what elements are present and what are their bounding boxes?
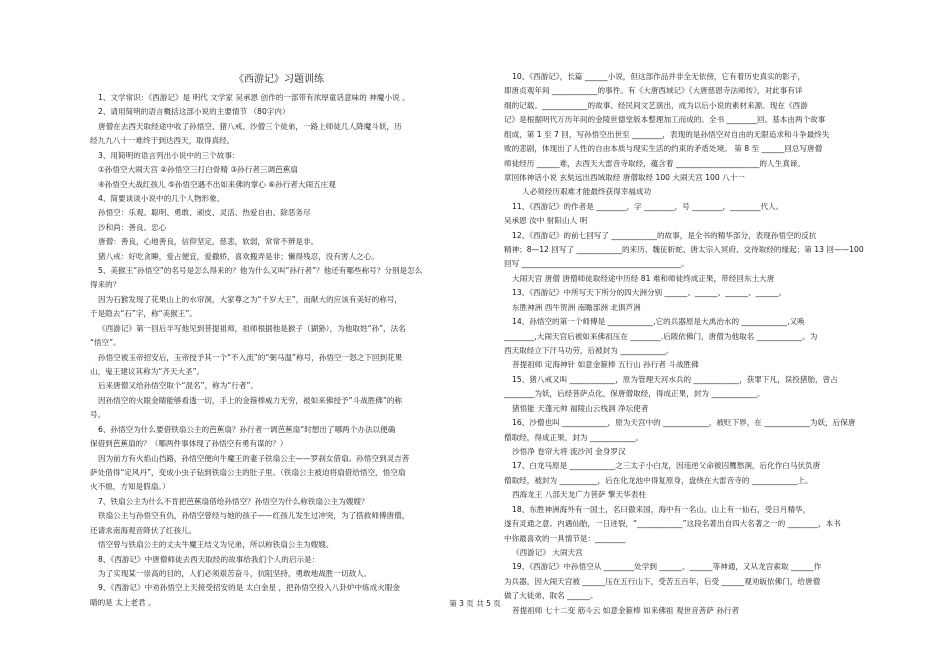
right-text-line: 回写 __________________________________________。: [504, 259, 689, 269]
left-text-line: 唐僧在去西天取经途中收了孙悟空、猪八戒、沙僧三个徒弟，一路上师徒几人降魔斗妖，历: [98, 121, 402, 131]
right-text-line: 人必须经历艰难才能最终获得幸福成功: [522, 187, 652, 197]
right-text-line: 18、东胜神洲海外有一国土，名曰傲来国，海中有一名山，山上有一仙石，受日月精华，: [512, 504, 811, 514]
left-text-line: 3、用简明的语言列出小说中的三个故事：: [98, 150, 240, 160]
left-text-line: 保借到芭蕉扇的？（哪两件事体现了孙悟空有勇有谋的？）: [90, 439, 288, 449]
left-text-line: 孙悟空：乐观、聪明、勇敢、顽皮、灵活、热爱自由、除恶务尽: [98, 208, 311, 218]
left-text-line: 后来唐僧又给孙悟空取个“混名”，称为“行者”。: [98, 381, 259, 391]
right-text-line: 西天取经立下汗马功劳，后被封为 ____________。: [504, 346, 674, 356]
page-title: 《西游记》习题训练: [234, 74, 324, 85]
right-text-line: 沙悟净 卷帘大将 流沙河 金身罗汉: [512, 446, 626, 456]
left-text-line: ④孙悟空大战红孩儿 ⑤孙悟空遇不出如来佛的掌心 ⑥孙行者大闹五庄观: [98, 179, 336, 189]
left-text-line: 6、孙悟空为什么要借铁扇公主的芭蕉扇？孙行者一调芭蕉扇“时想出了哪两个办法以便确: [98, 424, 396, 434]
left-text-line: 因为前方有火焰山挡路，孙悟空便向牛魔王的妻子铁扇公主——罗刹女借扇。孙悟空到灵吉菩: [98, 453, 410, 463]
left-text-line: 孙悟空被玉帝招安后，玉帝授予其一个“不入流”的“弼马温”称号，孙悟空一怒之下回到花果: [98, 352, 403, 362]
right-text-line: 《西游记》 大闹天宫: [512, 547, 583, 557]
left-text-line: 猪八戒：好吃贪睡，爱占便宜，爱撒娇，喜欢搬弄是非；懒得残忍，没有害人之心。: [98, 251, 379, 261]
left-text-line: 7、铁扇公主为什么不肯把芭蕉扇借给孙悟空？孙悟空为什么称铁扇公主为嫂嫂？: [98, 496, 369, 506]
left-text-line: 得来的？: [90, 280, 121, 290]
left-text-line: 《西游记》第一回后半写他见到菩提祖师，祖师根据他是猴子（猢狲），为他取姓“孙”，法名: [98, 323, 406, 333]
left-text-line: 火不熄，方知是假扇。）: [90, 482, 170, 492]
left-text-line: 还请求南海观音降伏了红孩儿。: [90, 525, 197, 535]
right-lines: [504, 70, 879, 618]
left-text-line: 4、简要谈谈小说中的几个人物形象。: [98, 193, 225, 203]
right-text-line: ________,大闹天宫后被如来佛祖压在 ________.后陂依佛门，唐僧为他取名 ____________。为: [504, 331, 818, 341]
right-text-line: 大闹天宫 唐僧 唐僧师徒取经途中历经 81 难和师徒终成正果，带经回东土大唐: [512, 273, 775, 283]
right-text-line: 吴承恩 汝中 射阳山人 明: [504, 216, 588, 226]
left-text-line: 号。: [90, 410, 106, 420]
left-text-line: 于是隐去“石”字，称“美猴王”。: [90, 309, 197, 319]
left-text-line: 因为石猴发现了花果山上的水帘洞，大家尊之为“千岁大王”，而献大的应该有美好的称号，: [98, 294, 403, 304]
right-text-line: 猪悟能 天蓬元帅 福陵山云栈洞 净坛使者: [512, 403, 649, 413]
page-footer: 第 3 页 共 5 页: [449, 599, 501, 608]
right-text-line: 19、《西游记》中孙悟空从 ________处学到 ______、______等神通，又从龙宫索取 ______作: [512, 562, 822, 572]
left-text-line: 悟空曾与铁扇公主的丈夫牛魔王结义为兄弟，所以称铁扇公主为嫂嫂。: [98, 540, 334, 550]
left-text-line: “悟空”。: [90, 338, 121, 348]
right-text-line: 12、《西游记》的前七回写了 ____________的故事，是全书的精华部分，表现孙悟空的反抗: [512, 230, 817, 240]
right-text-line: 细的记载。____________的故事、经民间文艺演出，成为以后小说的素材来源。现在《西游: [504, 100, 808, 110]
right-text-line: 做了大徒弟，取名 ______。: [504, 591, 598, 601]
left-text-line: 9、《西游记》中劝孙悟空上天接受招安的是 太白金星 ，把孙悟空投入八卦炉中炼成火眼金: [98, 583, 401, 593]
right-text-line: 章回体神话小说 玄奘远出西域取经 唐僧取经 100 大闹天宫 100 八十一: [504, 172, 745, 182]
left-text-line: 铁扇公主与孙悟空有仇，孙悟空曾经与她的孩子——红孩儿发生过冲突，为了搭救师傅唐僧，: [98, 511, 410, 521]
left-text-line: 8、《西游记》中唐僧师徒去西天取经的故事给我们个人的启示是：: [98, 554, 320, 564]
right-text-line: 师徒经历 ______难，去西天大雷音寺取经，蕴含着 ______________________的人生真谛。: [504, 158, 805, 168]
left-text-line: 为了实现某一崇高的目的，人们必须艰苦奋斗，抗阻坚持，勇敢地战胜一切敌人。: [98, 568, 372, 578]
right-text-line: 为兵器，因大闹天宫被 ______压在五行山下，受苦五百年，后受 ______观劝皈依佛门，给唐僧: [504, 576, 821, 586]
left-lines: [90, 91, 468, 610]
left-text-line: 经九九八十一难终于到达西天，取得真经。: [90, 136, 235, 146]
right-text-line: 菩提祖师 七十二变 筋斗云 如意金箍棒 如来佛祖 观世音菩萨 孙行者: [512, 605, 740, 615]
right-text-line: 精神；8—12 回写了 ____________的来历、魏征斩蛇、唐太宗入冥府、交待取经的缘起；第 13 回——100: [504, 245, 864, 255]
left-text-line: 唐僧：善良，心地善良，信仰坚定，慈悲，软弱，常常不辨是非。: [98, 237, 319, 247]
left-text-line: 睛的是 太上老君 。: [90, 597, 156, 607]
right-text-line: 记》是根据明代万历年间的金陵世德堂版本整理加工而成的。全书 ________回。基本由两个故事: [504, 115, 826, 125]
right-text-line: 10、《西游记》，长篇 ______小说，但这部作品并非全无依傍，它有着历史真实的影子，: [512, 72, 806, 81]
left-text-line: 萨处借得“定风丹”，变成小虫子钻到铁扇公主的肚子里。（铁扇公主被迫将扇借给悟空，悟空扇: [90, 467, 406, 477]
right-text-line: 14、孙悟空的第一个师傅是 ____________,它的兵器原是大禹治水的 ____________,又唤: [512, 317, 805, 327]
right-column: [504, 70, 879, 618]
right-text-line: 中你最喜欢的一具情节是：________: [504, 533, 626, 543]
right-text-line: 东胜神洲 西牛贺洲 南瞻部洲 北俱芦洲: [512, 302, 641, 312]
left-text-line: ①孙悟空大闹天宫 ②孙悟空三打白骨精 ③孙行者三调芭蕉扇: [98, 165, 298, 175]
right-text-line: 组成，第 1 至 7 回，写孙悟空出世至 ________，表现的是孙悟空对自由的无限追求和斗争最终失: [504, 129, 830, 139]
right-text-line: 菩提祖师 定海神针 如意金箍棒 五行山 孙行者 斗战胜佛: [512, 360, 699, 370]
left-text-line: 山，鬼王建议其称为“齐天大圣”。: [90, 367, 205, 377]
right-text-line: 败的悲剧，体现出了人性的自由本质与现实生活的约束的矛盾处境。 第 8 至 ______回总写唐僧: [504, 144, 823, 154]
right-text-line: 僧取经，被封为 __________，后在化龙池中得复原身，盘绕在大雷音寺的 ____________上。: [504, 475, 813, 485]
right-text-line: 11、《西游记》的作者是 ________，字 ________，号 ________，________代人。: [512, 201, 784, 211]
left-column: [90, 70, 468, 610]
right-text-line: 17、白龙马原是 ____________之三太子小白龙，因违逆父命被囚鹰愁涧，后化作白马伏负唐: [512, 461, 821, 471]
right-text-line: 15、猪八戒又叫 ____________，原为管理天河水兵的 ____________，获罪下凡，误投猪胎，曾占: [512, 374, 838, 384]
right-text-line: 16、沙僧也叫 ____________，原为天宫中的 ____________，被贬下界，在 ____________为妖，后保唐: [512, 418, 856, 428]
left-text-line: 2、请用简明的语言概括这部小说的主要情节 （80字内）: [98, 107, 290, 117]
right-text-line: 13、《西游记》中所写天下所分的四大洲分别 ______、______、______、______。: [512, 288, 787, 298]
left-text-line: 5、美猴王“孙悟空”的名号是怎么得来的？他为什么又叫“孙行者”？他还有哪些称号？分别是怎么: [98, 266, 423, 276]
right-text-line: 僧取经，得成正果，封为 ____________。: [504, 432, 644, 442]
left-text-line: 沙和尚：善良、忠心: [98, 222, 167, 232]
right-text-line: ________为妖，后经菩萨点化，保唐僧取经，得成正果，封为 ____________。: [504, 389, 765, 399]
right-text-line: 西海龙王 八部天龙广力菩萨 擎天华表柱: [512, 490, 646, 500]
right-text-line: 遂有灵通之意。内遇仙胎，一日迸裂，“____________”这段名著出自四大名著之一的 ________，本书: [504, 519, 841, 529]
left-text-line: 因孙悟空的火眼金睛能够看透一切，手上的金箍棒威力无穷，被如来佛授予“斗战胜佛”的称: [98, 395, 403, 405]
left-text-line: 1、文学常识：《西游记》是 明代 文学家 吴承恩 创作的一部带有浓厚童话意味的 神魔小说 。: [98, 93, 410, 102]
right-text-line: 即唐贞观年间 ____________的事件。有《大唐西域记》《大唐慈恩寺法师传》，对此事有详: [504, 86, 803, 96]
